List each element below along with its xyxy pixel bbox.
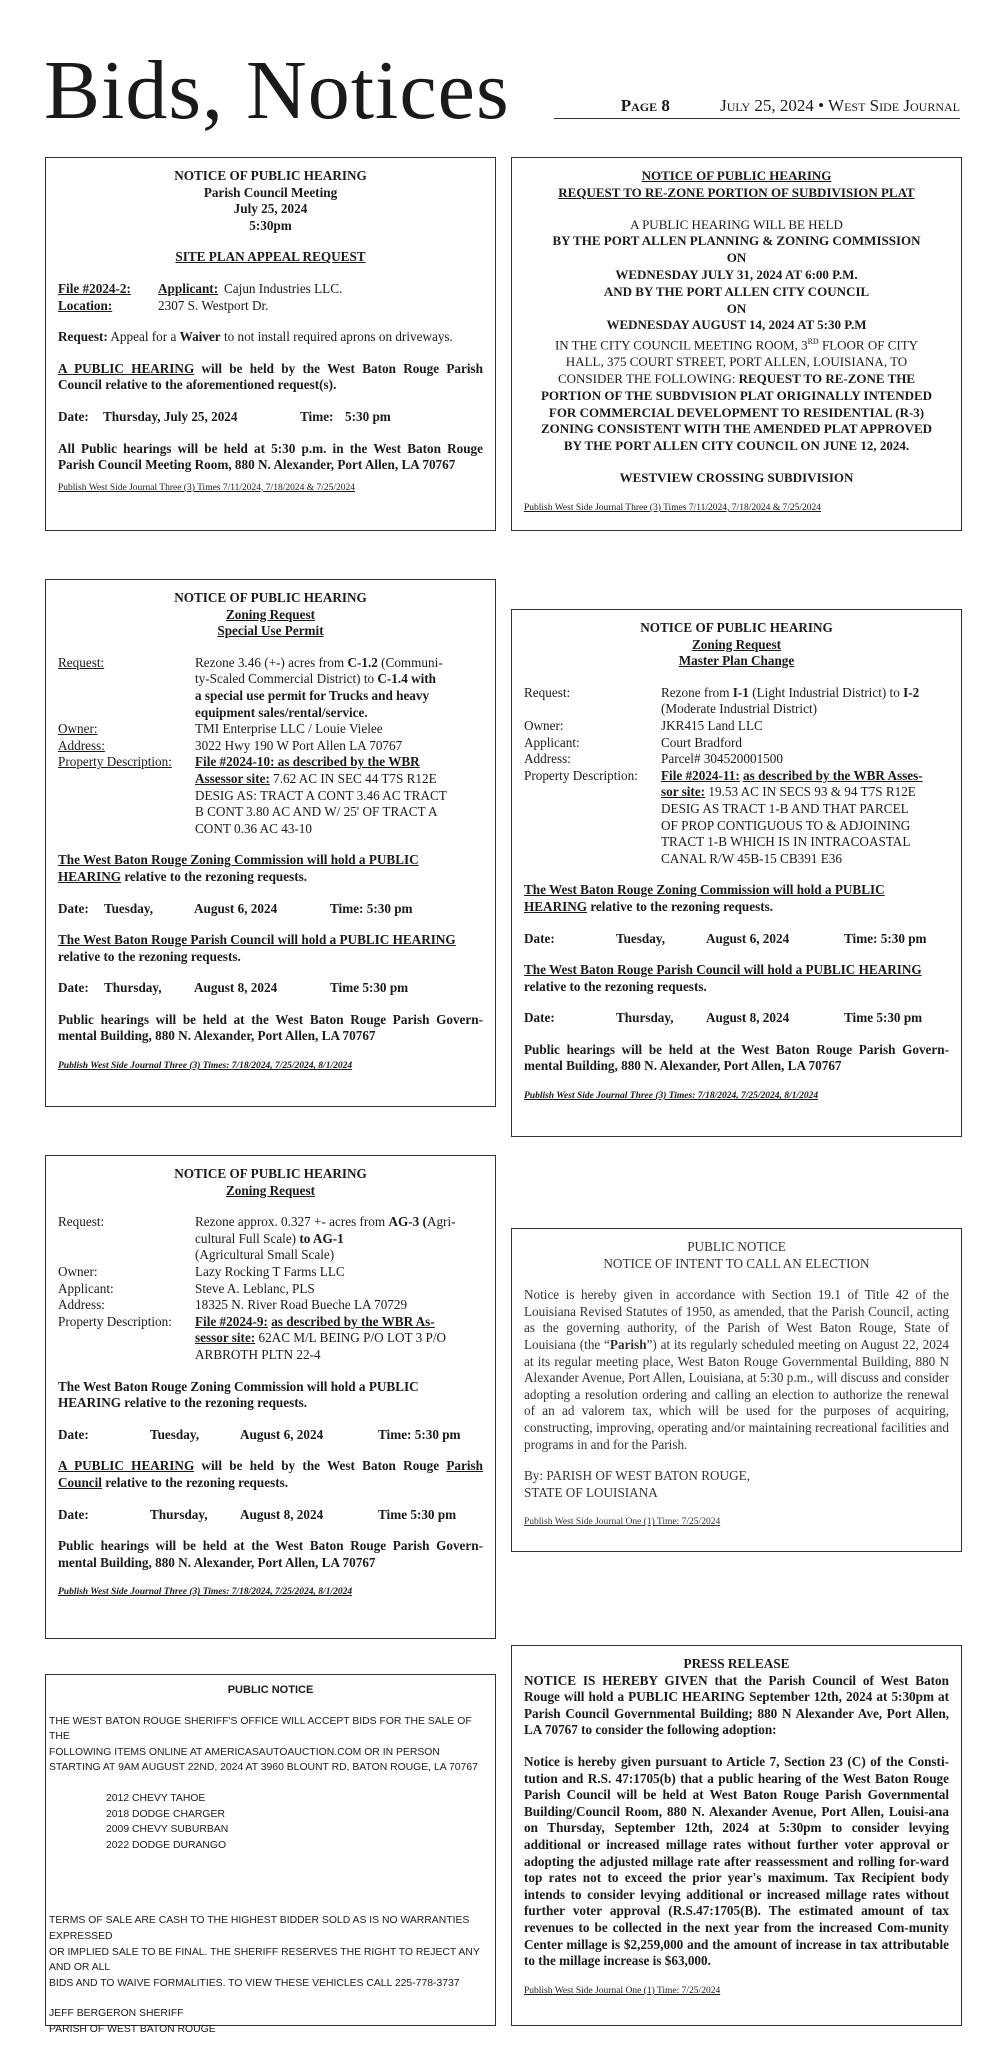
- request-text: (Communi-: [377, 654, 443, 670]
- hearing-underlined: A PUBLIC HEARING: [58, 360, 195, 376]
- publish-dates: 7/18/2024, 7/25/2024, 8/1/2024: [229, 1587, 353, 1598]
- terms-line: BIDS AND TO WAIVE FORMALITIES. TO VIEW THESE VEHICLES CALL 225-778-3737: [49, 1977, 460, 1989]
- notice-line: WEDNESDAY JULY 31, 2024 AT 6:00 P.M.: [615, 266, 858, 282]
- notice-line: AND BY THE PORT ALLEN CITY COUNCIL: [603, 283, 870, 299]
- location-row: [58, 298, 483, 315]
- property-value: [195, 1314, 483, 1364]
- request-text: Agri-: [426, 1214, 456, 1230]
- terms-line: TERMS OF SALE ARE CASH TO THE HIGHEST BIDDER SOLD AS IS NO WARRANTIES EXPRESSED: [49, 1915, 470, 1942]
- hearing-text: relative to the rezoning requests.: [524, 978, 707, 994]
- public-hearings-paragraph: Public hearings will be held at the West Baton Rouge Parish Govern-mental Building, 880 N. Alexander, Port Allen, LA 70767: [58, 1011, 483, 1044]
- publish-dates: 7/18/2024, 7/25/2024, 8/1/2024: [229, 1061, 353, 1072]
- request-text: Rezone approx. 0.327 +- acres from: [195, 1214, 389, 1230]
- request-bold: C-1.4 with: [377, 671, 437, 687]
- property-file: File #2024-11:: [661, 767, 740, 783]
- address-value: Parcel# 304520001500: [661, 751, 783, 767]
- date-value: August 6, 2024: [706, 930, 790, 946]
- notice-text: IN THE CITY COUNCIL MEETING ROOM, 3: [554, 337, 808, 353]
- date-value: August 8, 2024: [706, 1010, 790, 1026]
- time-value: Time: 5:30 pm: [378, 1426, 461, 1442]
- hearing-underlined: The West Baton Rouge Parish Council will hold a PUBLIC HEARING: [524, 962, 922, 978]
- notice-line: BY THE PORT ALLEN PLANNING & ZONING COMMISSION: [552, 233, 921, 249]
- date-value: August 6, 2024: [240, 1426, 324, 1442]
- zoning-commission-paragraph: The West Baton Rouge Zoning Commission will hold a PUBLIC HEARING relative to the rezoning requests.: [58, 1378, 419, 1411]
- owner-row: [58, 1264, 483, 1281]
- request-row: [58, 1214, 483, 1264]
- date-label: Date:: [58, 1506, 89, 1522]
- notice-line: PORTION OF THE SUBDVISION PLAT ORIGINALLY INTENDED: [540, 387, 933, 403]
- notice-line: ON: [726, 300, 747, 316]
- property-file: as described by the WBR As-: [271, 1313, 435, 1329]
- property-text: CONT 0.36 AC 43-10: [195, 820, 312, 836]
- time-value: Time: 5:30 pm: [330, 900, 413, 916]
- vehicle-list: [49, 1791, 492, 1853]
- owner-value: Lazy Rocking T Farms LLC: [195, 1263, 345, 1279]
- date-value: August 6, 2024: [194, 900, 278, 916]
- publish-dates: 7/25/2024: [679, 1517, 721, 1528]
- file-row: [58, 281, 483, 298]
- vehicle-item: 2022 DODGE DURANGO: [106, 1839, 227, 1851]
- applicant-value: Steve A. Leblanc, PLS: [195, 1280, 315, 1296]
- masthead-meta: [621, 96, 960, 116]
- time-value: Time 5:30 pm: [330, 980, 409, 996]
- notice-rezone-subdivision: [511, 157, 962, 531]
- owner-value: TMI Enterprise LLC / Louie Vielee: [195, 721, 383, 737]
- date-row: [58, 409, 483, 426]
- property-text: OF PROP CONTIGUOUS TO & ADJOINING: [661, 817, 911, 833]
- hearing-underlined: A PUBLIC HEARING: [58, 1458, 195, 1474]
- request-label: Request:: [524, 684, 571, 700]
- notice-line: FOR COMMERCIAL DEVELOPMENT TO RESIDENTIAL (R-3): [548, 404, 925, 420]
- address-label: Address:: [524, 751, 571, 767]
- notice-sheriff-auction: [45, 1674, 496, 2035]
- publish-line: [524, 1090, 949, 1102]
- request-label: Request:: [58, 329, 108, 345]
- request-text: cultural Full Scale): [195, 1230, 300, 1246]
- notice-title: SITE PLAN APPEAL REQUEST: [175, 249, 366, 265]
- notice-intent-election: [511, 1228, 962, 1552]
- publish-line: Publish West Side Journal Three (3) Times 7/11/2024, 7/18/2024 & 7/25/2024: [58, 482, 355, 493]
- date-row: [524, 931, 949, 948]
- applicant-row: [58, 1281, 483, 1298]
- request-bold: C-1.2: [347, 654, 378, 670]
- notice-line: WEDNESDAY AUGUST 14, 2024 AT 5:30 P.M: [606, 317, 867, 333]
- parish-council-paragraph: [58, 932, 483, 965]
- public-hearings-paragraph: Public hearings will be held at the West Baton Rouge Parish Govern-mental Building, 880 N. Alexander, Port Allen, LA 70767: [524, 1041, 949, 1074]
- request-bold: AG-3 (: [388, 1214, 427, 1230]
- publish-line: [524, 1516, 949, 1528]
- request-line: [58, 329, 483, 346]
- notice-subheading: Zoning Request: [225, 606, 316, 622]
- date-label: Date:: [58, 408, 89, 424]
- hearing-text: relative to the rezoning requests.: [101, 1474, 289, 1490]
- publish-line: Publish West Side Journal Three (3) Times 7/11/2024, 7/18/2024 & 7/25/2024: [524, 502, 821, 513]
- publish-line: [58, 1060, 483, 1072]
- property-file: sessor site:: [195, 1330, 256, 1346]
- date-day: Thursday,: [150, 1506, 208, 1522]
- property-text: DESIG AS TRACT 1-B AND THAT PARCEL: [661, 800, 909, 816]
- parish-council-paragraph: [524, 962, 949, 995]
- notice-heading: NOTICE OF PUBLIC HEARING: [641, 168, 832, 183]
- publish-label: Publish West Side Journal One (1) Time:: [524, 1517, 680, 1528]
- request-text: ty-Scaled Commercial District) to: [195, 671, 378, 687]
- date-day: Tuesday,: [150, 1426, 199, 1442]
- property-file: as described by the WBR Asses-: [743, 767, 923, 783]
- press-paragraph: NOTICE IS HEREBY GIVEN that the Parish Council of West Baton Rouge will hold a PUBLIC HEARING September 12th, 2024 at 5:30pm at Parish Council Governmental Building; 880 N Alexander Ave, Port Allen, LA 70767 to consider the following adoption:: [524, 1672, 949, 1738]
- body-text: ”) at its regularly scheduled meeting on August 22, 2024 at its regular meeting place, West Baton Rouge Governmental Building, 880 N Alexander Avenue, Port Allen, Louisiana, at 5:30 p.m., will discuss and consider adopting a resolution ordering and calling an election to authorize the renewal of an ad valorem tax, which will be used for the purposes of acquiring, constructing, improving, operating and/or maintaining recreational facilities and programs in and for the Parish.: [524, 1336, 950, 1452]
- zoning-commission-paragraph: [524, 882, 949, 915]
- hearing-underlined: The West Baton Rouge Zoning Commission will hold a PUBLIC HEARING: [524, 882, 885, 914]
- notice-master-plan-change: [511, 609, 962, 1137]
- address-row: [58, 1297, 483, 1314]
- publish-label: Publish West Side Journal Three (3) Times:: [58, 1061, 230, 1072]
- request-text: Rezone 3.46 (+-) acres from: [195, 654, 348, 670]
- request-label: Request:: [58, 1214, 105, 1230]
- property-row: [58, 754, 483, 837]
- location-label: Location:: [58, 297, 113, 313]
- notice-subheading: REQUEST TO RE-ZONE PORTION OF SUBDIVISION PLAT: [558, 184, 915, 200]
- notice-sup: RD: [807, 337, 819, 347]
- request-text: Rezone from: [661, 684, 733, 700]
- property-value: [661, 768, 949, 868]
- date-row: [524, 1010, 949, 1027]
- publish-label: Publish West Side Journal One (1) Time:: [524, 1985, 680, 1996]
- request-bold: I-2: [903, 684, 920, 700]
- vehicle-item: 2018 DODGE CHARGER: [106, 1808, 225, 1820]
- time-value: 5:30 pm: [345, 408, 391, 424]
- notice-heading: NOTICE OF PUBLIC HEARING: [174, 168, 367, 183]
- signature-line: By: PARISH OF WEST BATON ROUGE,: [524, 1468, 750, 1484]
- address-value: 18325 N. River Road Bueche LA 70729: [195, 1297, 408, 1313]
- applicant-label: Applicant:: [524, 734, 580, 750]
- owner-row: [58, 721, 483, 738]
- property-label: Property Description:: [58, 754, 172, 770]
- subdivision-name: WESTVIEW CROSSING SUBDIVISION: [619, 470, 854, 486]
- notice-heading: NOTICE OF PUBLIC HEARING: [640, 620, 833, 635]
- page-number: Page 8: [620, 96, 670, 115]
- property-text: ARBROTH PLTN 22-4: [195, 1346, 321, 1362]
- request-value: [195, 1214, 483, 1264]
- notice-heading: PUBLIC NOTICE: [227, 1684, 314, 1696]
- location-value: 2307 S. Westport Dr.: [158, 297, 269, 313]
- notice-line: BY THE PORT ALLEN CITY COUNCIL ON JUNE 12, 2024.: [563, 438, 910, 454]
- time-value: Time 5:30 pm: [844, 1010, 923, 1026]
- owner-label: Owner:: [58, 1263, 98, 1279]
- notice-zoning-request-ag: [45, 1155, 496, 1639]
- notice-text-bold: REQUEST TO RE-ZONE THE: [738, 371, 916, 387]
- notice-heading: PRESS RELEASE: [683, 1656, 790, 1671]
- date-label: Date:: [524, 1010, 555, 1026]
- property-text: TRACT 1-B WHICH IS IN INTRACOASTAL: [661, 834, 911, 850]
- notice-line: ON: [726, 250, 747, 266]
- request-row: [524, 685, 949, 718]
- time-label: Time:: [300, 408, 334, 424]
- date-day: Thursday,: [104, 980, 162, 996]
- zoning-commission-paragraph: [58, 852, 483, 885]
- date-row: [58, 980, 483, 997]
- property-row: [524, 768, 949, 868]
- publish-label: Publish West Side Journal Three (3) Times:: [524, 1091, 696, 1102]
- notice-subheading: Parish Council Meeting: [203, 184, 338, 200]
- notice-heading: NOTICE OF PUBLIC HEARING: [174, 1166, 367, 1181]
- public-hearings-paragraph: Public hearings will be held at the West Baton Rouge Parish Govern-mental Building, 880 N. Alexander, Port Allen, LA 70767: [58, 1538, 483, 1570]
- applicant-label: Applicant:: [158, 280, 219, 296]
- property-text: DESIG AS: TRACT A CONT 3.46 AC TRACT: [195, 787, 447, 803]
- body-bold: Parish: [609, 1336, 647, 1352]
- request-bold: I-1: [732, 684, 749, 700]
- property-text: 62AC M/L BEING P/O LOT 3 P/O: [255, 1330, 447, 1346]
- notice-subheading: Master Plan Change: [678, 653, 795, 669]
- time-value: Time: 5:30 pm: [844, 930, 927, 946]
- notice-special-use-permit: [45, 579, 496, 1107]
- file-label: File #2024-2:: [58, 280, 131, 296]
- request-row: [58, 655, 483, 721]
- property-file: File #2024-9:: [195, 1313, 268, 1329]
- notice-subheading: Zoning Request: [691, 636, 782, 652]
- owner-row: [524, 718, 949, 735]
- auction-line: THE WEST BATON ROUGE SHERIFF'S OFFICE WILL ACCEPT BIDS FOR THE SALE OF THE: [49, 1715, 472, 1743]
- auction-line: STARTING AT 9AM AUGUST 22ND, 2024 AT 3960 BLOUNT RD, BATON ROUGE, LA 70767: [49, 1762, 478, 1774]
- applicant-label: Applicant:: [58, 1280, 114, 1296]
- notice-date: July 25, 2024: [233, 201, 308, 217]
- signature-line: JEFF BERGERON SHERIFF: [49, 2008, 184, 2020]
- parish-council-paragraph: [58, 1458, 483, 1491]
- property-file: Assessor site:: [195, 770, 270, 786]
- notice-heading: PUBLIC NOTICE: [687, 1239, 786, 1254]
- request-value: [195, 655, 483, 721]
- time-value: Time 5:30 pm: [378, 1506, 457, 1522]
- notice-time: 5:30pm: [249, 217, 292, 233]
- notice-press-release: [511, 1645, 962, 2026]
- property-text: 19.53 AC IN SECS 93 & 94 T7S R12E: [705, 784, 916, 800]
- owner-label: Owner:: [58, 721, 98, 737]
- address-value: 3022 Hwy 190 W Port Allen LA 70767: [195, 737, 403, 753]
- property-file: sor site:: [661, 784, 706, 800]
- date-label: Date:: [58, 900, 89, 916]
- address-label: Address:: [58, 1297, 105, 1313]
- request-text: (Agricultural Small Scale): [195, 1247, 335, 1263]
- hearing-text: relative to the rezoning requests.: [58, 948, 241, 964]
- date-label: Date:: [58, 980, 89, 996]
- address-row: [58, 738, 483, 755]
- all-hearings-paragraph: All Public hearings will be held at 5:30 p.m. in the West Baton Rouge Parish Council Meeting Room, 880 N. Alexander, Port Allen, LA 70767: [58, 440, 483, 473]
- date-day: Thursday,: [616, 1010, 674, 1026]
- notice-text: FLOOR OF CITY: [818, 337, 919, 353]
- notice-subheading: Special Use Permit: [217, 623, 324, 639]
- hearing-underlined: Parish Council: [58, 1458, 483, 1490]
- notice-line: ZONING CONSISTENT WITH THE AMENDED PLAT APPROVED: [540, 421, 933, 437]
- notice-subheading: NOTICE OF INTENT TO CALL AN ELECTION: [603, 1255, 870, 1271]
- notice-text: CONSIDER THE FOLLOWING:: [557, 371, 739, 387]
- signature-line: PARISH OF WEST BATON ROUGE: [49, 2023, 216, 2035]
- property-text: B CONT 3.80 AC AND W/ 25' OF TRACT A: [195, 804, 438, 820]
- notice-line: A PUBLIC HEARING WILL BE HELD: [630, 216, 843, 232]
- publish-line: [524, 1985, 949, 1997]
- date-value: August 8, 2024: [194, 980, 278, 996]
- notice-site-plan-appeal: [45, 157, 496, 531]
- request-waiver: Waiver: [179, 329, 221, 345]
- property-row: [58, 1314, 483, 1364]
- date-label: Date:: [58, 1426, 89, 1442]
- request-text-end: to not install required aprons on driveways.: [220, 329, 453, 345]
- publication-date: July 25, 2024 • West Side Journal: [720, 96, 960, 115]
- terms-line: OR IMPLIED SALE TO BE FINAL. THE SHERIFF RESERVES THE RIGHT TO REJECT ANY AND OR ALL: [49, 1946, 480, 1974]
- property-value: [195, 754, 483, 837]
- request-bold: equipment sales/rental/service.: [195, 704, 368, 720]
- publish-label: Publish West Side Journal Three (3) Times:: [58, 1587, 230, 1598]
- applicant-value: Cajun Industries LLC.: [224, 280, 343, 296]
- notice-line: [524, 334, 949, 354]
- applicant-row: [524, 735, 949, 752]
- owner-value: JKR415 Land LLC: [661, 717, 763, 733]
- request-label: Request:: [58, 654, 105, 670]
- masthead: [44, 46, 960, 136]
- request-bold: a special use permit for Trucks and heavy: [195, 687, 430, 703]
- request-text: (Moderate Industrial District): [661, 701, 818, 717]
- hearing-paragraph: [58, 361, 483, 394]
- request-text: Appeal for a: [107, 329, 180, 345]
- masthead-rule: [554, 118, 960, 119]
- date-row: [58, 1507, 483, 1524]
- publish-dates: 7/25/2024: [679, 1985, 721, 1996]
- hearing-text: will be held by the West Baton Rouge: [194, 1458, 447, 1474]
- date-day: Tuesday,: [616, 930, 665, 946]
- property-file: File #2024-10: as described by the WBR: [195, 754, 420, 770]
- owner-label: Owner:: [524, 717, 564, 733]
- date-label: Date:: [524, 930, 555, 946]
- property-label: Property Description:: [58, 1313, 172, 1329]
- section-title: Bids, Notices: [44, 44, 510, 137]
- date-row: [58, 901, 483, 918]
- publish-line: [58, 1586, 483, 1598]
- notice-line: HALL, 375 COURT STREET, PORT ALLEN, LOUISIANA, TO: [565, 354, 908, 370]
- election-paragraph: [524, 1287, 949, 1453]
- body-text: Notice is hereby given in accordance with Section 19.1 of Title 42 of the Louisiana Revised Statutes of 1950, as amended, that the Parish Council, acting as the governing authority, of the Parish of West Baton Rouge, State of Louisiana (the “: [524, 1287, 949, 1352]
- publish-dates: 7/18/2024, 7/25/2024, 8/1/2024: [695, 1091, 819, 1102]
- date-day: Tuesday,: [104, 900, 153, 916]
- vehicle-item: 2012 CHEVY TAHOE: [106, 1792, 206, 1804]
- hearing-text: relative to the rezoning requests.: [121, 868, 308, 884]
- hearing-text: will be held by the West Baton Rouge Parish Council relative to the aforementioned request(s).: [58, 360, 484, 393]
- property-text: CANAL R/W 45B-15 CB391 E36: [661, 850, 842, 866]
- request-bold: to AG-1: [299, 1230, 344, 1246]
- notice-heading: NOTICE OF PUBLIC HEARING: [174, 590, 367, 605]
- address-row: [524, 751, 949, 768]
- notice-line: [524, 371, 949, 388]
- hearing-underlined: The West Baton Rouge Zoning Commission will hold a PUBLIC HEARING: [58, 852, 419, 884]
- property-label: Property Description:: [524, 767, 638, 783]
- property-text: 7.62 AC IN SEC 44 T7S R12E: [269, 770, 437, 786]
- date-value: August 8, 2024: [240, 1506, 324, 1522]
- applicant-value: Court Bradford: [661, 734, 742, 750]
- signature-line: STATE OF LOUISIANA: [524, 1484, 658, 1500]
- request-value: [661, 685, 949, 718]
- auction-line: FOLLOWING ITEMS ONLINE AT AMERICASAUTOAUCTION.COM OR IN PERSON: [49, 1746, 440, 1758]
- address-label: Address:: [58, 737, 105, 753]
- date-row: [58, 1427, 483, 1444]
- vehicle-item: 2009 CHEVY SUBURBAN: [106, 1824, 229, 1836]
- hearing-text: relative to the rezoning requests.: [587, 898, 774, 914]
- request-text: (Light Industrial District) to: [748, 684, 904, 700]
- press-paragraph: Notice is hereby given pursuant to Article 7, Section 23 (C) of the Consti-tution and R.S. 47:1705(b) that a public hearing of the West Baton Rouge Parish Council will be held at West Baton Rouge Parish Governmental Building/Council Room, 880 N. Alexander Avenue, Port Allen, Louisi-ana on Thursday, September 12th, 2024 at 5:30pm to consider levying additional or increased millage rates without further voter approval or adopting the adjusted millage rate after reassessment and rolling for-ward top rates not to exceed the prior year's maximum. Tax Recipient body intends to consider levying additional or increased millage rates without further voter approval (R.S.47:1705(B). The estimated amount of tax revenues to be collected in the next year from the increased Com-munity Center millage is $2,259,000 and the amount of increase in tax attributable to the millage increase is $63,000.: [524, 1753, 949, 1969]
- notice-subheading: Zoning Request: [225, 1182, 316, 1198]
- hearing-underlined: The West Baton Rouge Parish Council will hold a PUBLIC HEARING: [58, 932, 456, 948]
- date-value: Thursday, July 25, 2024: [103, 408, 238, 424]
